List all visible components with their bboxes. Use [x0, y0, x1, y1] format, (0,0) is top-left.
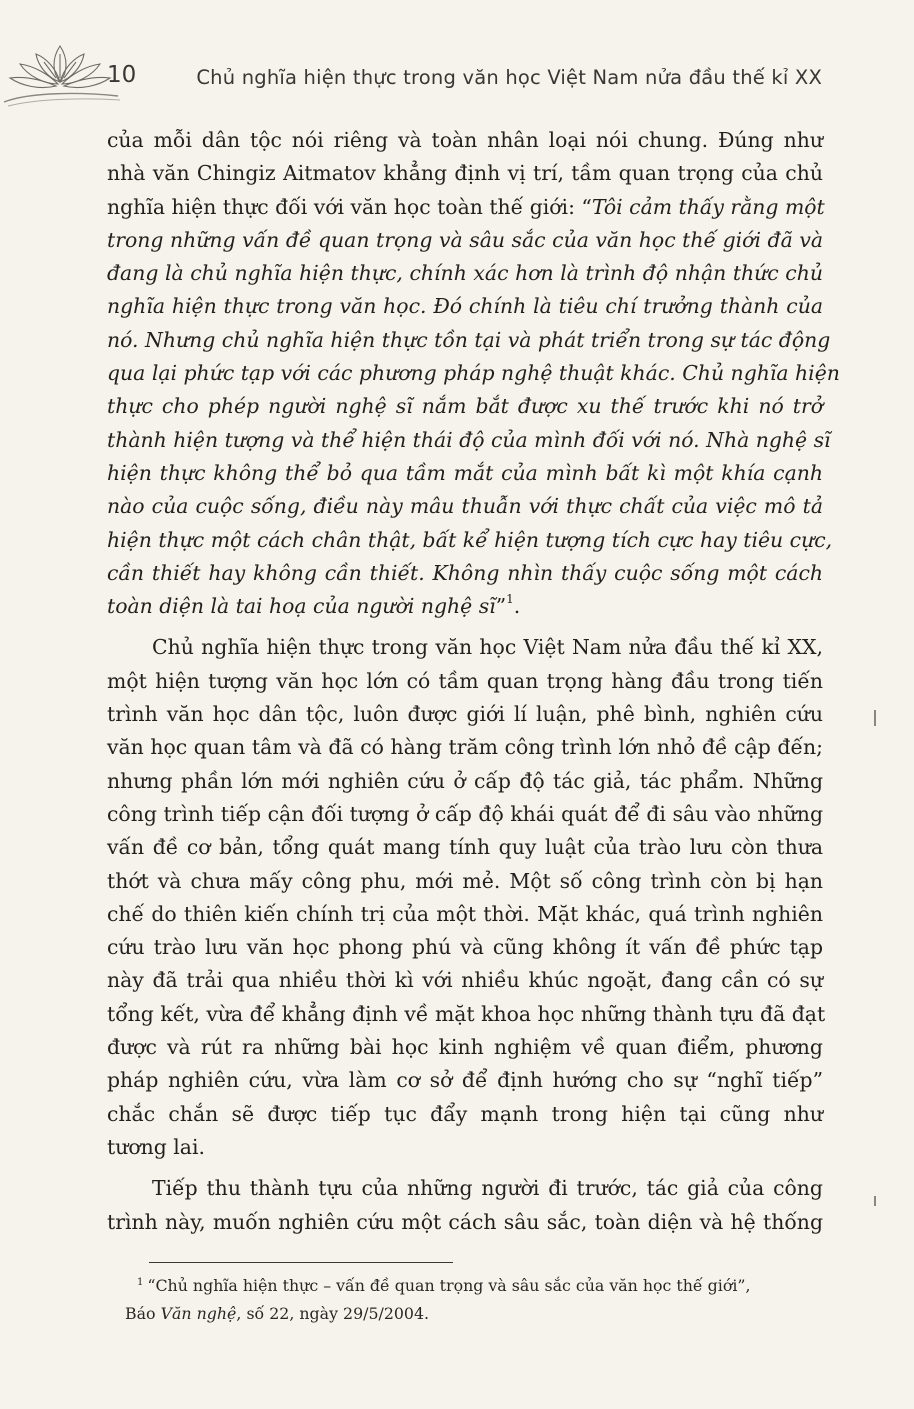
- text-line: công trình tiếp cận đối tượng ở cấp độ khái quát để đi sâu vào những: [107, 801, 823, 826]
- text-line: cứu trào lưu văn học phong phú và cũng không ít vấn đề phức tạp: [107, 935, 823, 960]
- text-line: Tiếp thu thành tựu của những người đi trước, tác giả của công: [152, 1176, 823, 1201]
- footnote-line: [125, 1301, 823, 1326]
- quote-line: [107, 557, 823, 590]
- quote-text: qua lại phức tạp với các phương pháp nghệ thuật khác. Chủ nghĩa hiện: [107, 361, 840, 386]
- quote-text: thành hiện tượng và thể hiện thái độ của mình đối với nó. Nhà nghệ sĩ: [107, 427, 831, 452]
- page-number: 10: [107, 62, 137, 88]
- text-line: chế do thiên kiến chính trị của một thời. Mặt khác, quá trình nghiên: [107, 901, 823, 926]
- text-line: trình này, muốn nghiên cứu một cách sâu sắc, toàn diện và hệ thống: [107, 1209, 823, 1234]
- footnote-text: “Chủ nghĩa hiện thực – vấn đề quan trọng và sâu sắc của văn học thế giới”,: [147, 1276, 751, 1295]
- footnote-line: [137, 1273, 823, 1301]
- text-line: tương lai.: [107, 1134, 205, 1159]
- body-text: [107, 124, 840, 1239]
- text-line: một hiện tượng văn học lớn có tầm quan trọng hàng đầu trong tiến: [107, 668, 823, 693]
- quote-text: nó. Nhưng chủ nghĩa hiện thực tồn tại và phát triển trong sự tác động: [107, 327, 831, 352]
- text-line: pháp nghiên cứu, vừa làm cơ sở để định hướng cho sự “nghĩ tiếp”: [107, 1068, 823, 1093]
- text-line: này đã trải qua nhiều thời kì với nhiều khúc ngoặt, đang cần có sự: [107, 968, 823, 993]
- footnote: [125, 1273, 823, 1326]
- quote-text: nào của cuộc sống, điều này mâu thuẫn với thực chất của việc mô tả: [107, 494, 823, 519]
- page-header: [0, 30, 914, 110]
- footnote-number: 1: [137, 1277, 144, 1288]
- text-line: vấn đề cơ bản, tổng quát mang tính quy luật của trào lưu còn thưa: [107, 835, 823, 860]
- text-line: của mỗi dân tộc nói riêng và toàn nhân loại nói chung. Đúng như: [107, 128, 823, 152]
- footnote-divider: [149, 1262, 453, 1263]
- quote-line: [107, 257, 823, 290]
- quote-text: hiện thực một cách chân thật, bất kể hiện tượng tích cực hay tiêu cực,: [107, 527, 833, 552]
- quote-text: thực cho phép người nghệ sĩ nắm bắt được xu thế trước khi nó trở: [107, 394, 823, 419]
- quote-line: [107, 324, 831, 357]
- quote-text: nghĩa hiện thực trong văn học. Đó chính là tiêu chí trưởng thành của: [107, 294, 823, 319]
- text-line: văn học quan tâm và đã có hàng trăm công trình lớn nhỏ đề cập đến;: [107, 735, 823, 760]
- quote-line: [107, 457, 823, 490]
- footnote-ref: 1: [506, 592, 514, 607]
- margin-mark: [874, 1196, 876, 1206]
- text-line: nhà văn Chingiz Aitmatov khẳng định vị trí, tầm quan trọng của chủ: [107, 161, 823, 186]
- text-line: [107, 191, 823, 224]
- running-title: Chủ nghĩa hiện thực trong văn học Việt Nam nửa đầu thế kỉ XX: [196, 66, 822, 89]
- text-line: trình văn học dân tộc, luôn được giới lí luận, phê bình, nghiên cứu: [107, 702, 823, 727]
- quote-line: [107, 224, 823, 257]
- quote-line: [107, 290, 823, 323]
- quote-line: [107, 590, 823, 623]
- text-line: chắc chắn sẽ được tiếp tục đẩy mạnh trong hiện tại cũng như: [107, 1101, 823, 1126]
- quote-text: cần thiết hay không cần thiết. Không nhìn thấy cuộc sống một cách: [107, 560, 823, 585]
- text-span: .: [513, 594, 521, 619]
- text-line: thớt và chưa mấy công phu, mới mẻ. Một số công trình còn bị hạn: [107, 868, 823, 893]
- text-line: tổng kết, vừa để khẳng định về mặt khoa học những thành tựu đã đạt: [107, 1001, 826, 1026]
- quote-text: Tôi cảm thấy rằng một: [591, 194, 825, 219]
- text-line: nhưng phần lớn mới nghiên cứu ở cấp độ tác giả, tác phẩm. Những: [107, 768, 823, 793]
- quote-line: [107, 357, 840, 390]
- quote-text: trong những vấn đề quan trọng và sâu sắc của văn học thế giới đã và: [107, 227, 823, 252]
- quote-text: hiện thực không thể bỏ qua tầm mắt của mình bất kì một khía cạnh: [107, 460, 823, 485]
- text-span: nghĩa hiện thực đối với văn học toàn thế giới: “: [107, 194, 592, 219]
- lotus-ornament-icon: [0, 38, 120, 108]
- footnote-text: Báo: [125, 1304, 161, 1323]
- quote-line: [107, 424, 831, 457]
- footnote-text: , số 22, ngày 29/5/2004.: [236, 1304, 430, 1323]
- text-span: ”: [495, 594, 507, 619]
- quote-text: đang là chủ nghĩa hiện thực, chính xác hơn là trình độ nhận thức chủ: [107, 261, 823, 286]
- quote-line: [107, 524, 833, 557]
- text-line: được và rút ra những bài học kinh nghiệm về quan điểm, phương: [107, 1035, 823, 1060]
- quote-line: [107, 390, 823, 423]
- quote-line: [107, 490, 823, 523]
- text-line: Chủ nghĩa hiện thực trong văn học Việt Nam nửa đầu thế kỉ XX,: [152, 635, 823, 660]
- footnote-publication: Văn nghệ: [160, 1304, 237, 1323]
- margin-mark: [874, 710, 876, 726]
- quote-text: toàn diện là tai hoạ của người nghệ sĩ: [107, 594, 496, 619]
